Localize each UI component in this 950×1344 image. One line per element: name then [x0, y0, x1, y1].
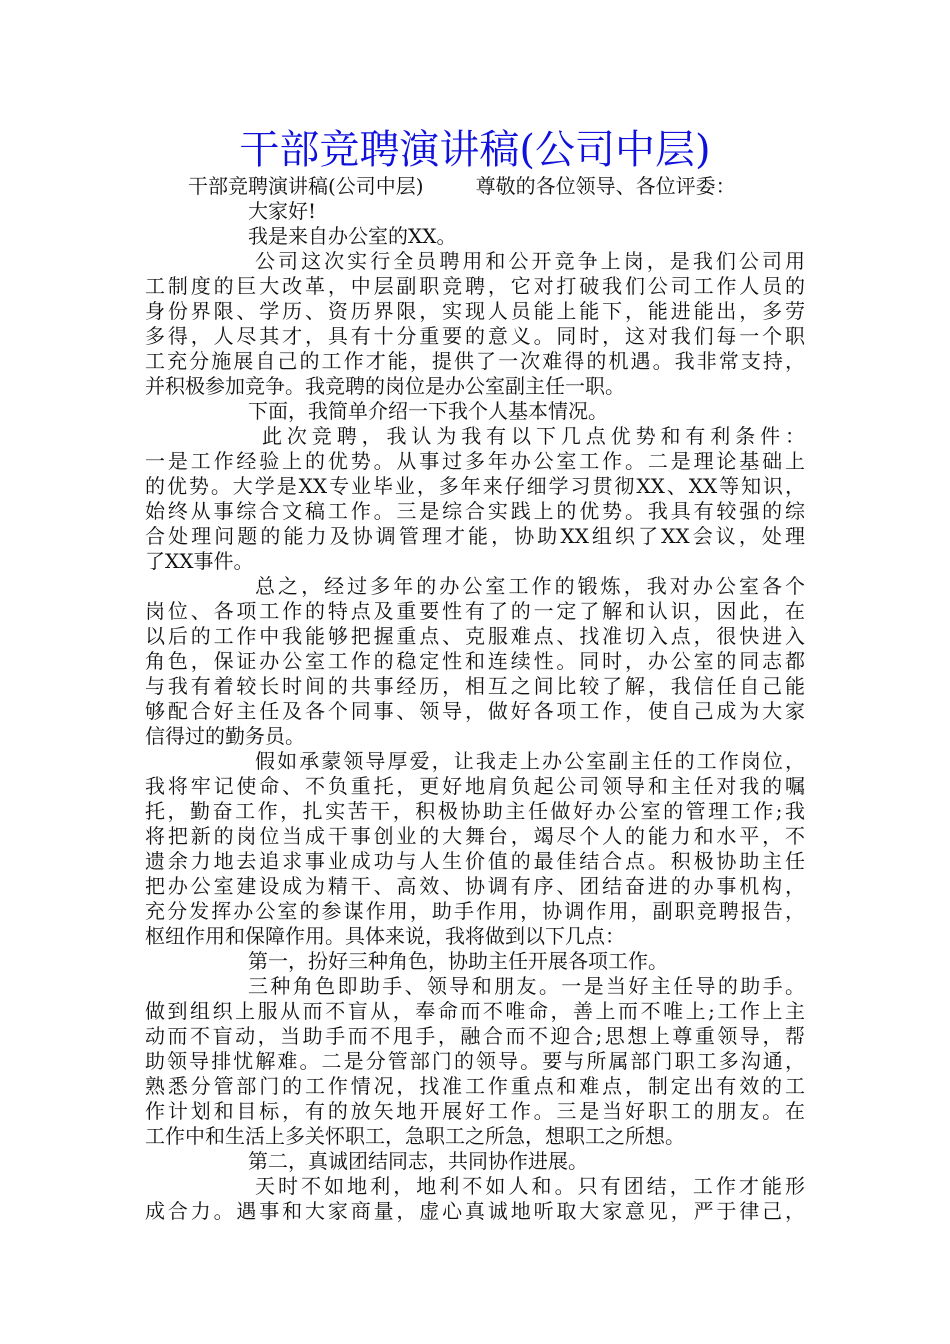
body-line: 天时不如地利，地利不如人和。只有团结，工作才能形	[255, 1174, 805, 1198]
body-line: 做到组织上服从而不盲从，奉命而不唯命，善上而不唯上;工作上主	[145, 999, 805, 1023]
body-line: 以后的工作中我能够把握重点、克服难点、找准切入点，很快进入	[145, 624, 805, 648]
body-line: 第一，扮好三种角色，协助主任开展各项工作。	[248, 949, 668, 973]
body-line: 三种角色即助手、领导和朋友。一是当好主任导的助手。	[248, 974, 805, 998]
body-line: 动而不盲动，当助手而不甩手，融合而不迎合;思想上尊重领导，帮	[145, 1024, 805, 1048]
body-line: 下面，我简单介绍一下我个人基本情况。	[248, 399, 608, 423]
body-line: 角色，保证办公室工作的稳定性和连续性。同时，办公室的同志都	[145, 649, 805, 673]
body-line: 工制度的巨大改革，中层副职竞聘，它对打破我们公司工作人员的	[145, 274, 805, 298]
subtitle-left: 干部竞聘演讲稿(公司中层)	[188, 174, 424, 198]
body-line: 大家好!	[248, 199, 317, 223]
body-line: 托，勤奋工作，扎实苦干，积极协助主任做好办公室的管理工作;我	[145, 799, 805, 823]
body-line: 身份界限、学历、资历界限，实现人员能上能下，能进能出，多劳	[145, 299, 805, 323]
body-line: 岗位、各项工作的特点及重要性有了的一定了解和认识，因此，在	[145, 599, 805, 623]
body-line: 工充分施展自己的工作才能，提供了一次难得的机遇。我非常支持，	[145, 349, 805, 373]
document-title: 干部竞聘演讲稿(公司中层)	[239, 127, 711, 173]
body-line: 了XX事件。	[145, 549, 254, 573]
body-line: 总之，经过多年的办公室工作的锻炼，我对办公室各个	[255, 574, 805, 598]
body-line: 第二，真诚团结同志，共同协作进展。	[248, 1149, 588, 1173]
body-line: 助领导排忧解难。二是分管部门的领导。要与所属部门职工多沟通，	[145, 1049, 805, 1073]
body-line: 的优势。大学是XX专业毕业，多年来仔细学习贯彻XX、XX等知识，	[145, 474, 805, 498]
body-line: 遗余力地去追求事业成功与人生价值的最佳结合点。积极协助主任	[145, 849, 805, 873]
body-line: 始终从事综合文稿工作。三是综合实践上的优势。我具有较强的综	[145, 499, 805, 523]
body-line: 合处理问题的能力及协调管理才能，协助XX组织了XX会议，处理	[145, 524, 805, 548]
body-line: 假如承蒙领导厚爱，让我走上办公室副主任的工作岗位，	[255, 749, 805, 773]
body-line: 一是工作经验上的优势。从事过多年办公室工作。二是理论基础上	[145, 449, 805, 473]
body-line: 枢纽作用和保障作用。具体来说，我将做到以下几点：	[145, 924, 625, 948]
body-line: 够配合好主任及各个同事、领导，做好各项工作，使自己成为大家	[145, 699, 805, 723]
body-line: 将把新的岗位当成干事创业的大舞台，竭尽个人的能力和水平，不	[145, 824, 805, 848]
body-line: 我是来自办公室的XX。	[248, 224, 457, 248]
body-line: 成合力。遇事和大家商量，虚心真诚地听取大家意见，严于律己，	[145, 1199, 805, 1223]
document-subtitle	[188, 174, 808, 199]
subtitle-right: 尊敬的各位领导、各位评委：	[475, 174, 736, 198]
body-line: 工作中和生活上多关怀职工，急职工之所急，想职工之所想。	[145, 1124, 685, 1148]
body-line: 充分发挥办公室的参谋作用，助手作用，协调作用，副职竞聘报告，	[145, 899, 805, 923]
body-line: 并积极参加竞争。我竞聘的岗位是办公室副主任一职。	[145, 374, 625, 398]
body-line: 把办公室建设成为精干、高效、协调有序、团结奋进的办事机构，	[145, 874, 805, 898]
body-line: 公司这次实行全员聘用和公开竞争上岗，是我们公司用	[255, 249, 805, 273]
body-line: 熟悉分管部门的工作情况，找准工作重点和难点，制定出有效的工	[145, 1074, 805, 1098]
body-line: 此次竞聘，我认为我有以下几点优势和有利条件：	[262, 424, 805, 448]
body-line: 与我有着较长时间的共事经历，相互之间比较了解，我信任自己能	[145, 674, 805, 698]
body-line: 作计划和目标，有的放矢地开展好工作。三是当好职工的朋友。在	[145, 1099, 805, 1123]
body-line: 信得过的勤务员。	[145, 724, 305, 748]
body-line: 多得，人尽其才，具有十分重要的意义。同时，这对我们每一个职	[145, 324, 805, 348]
body-line: 我将牢记使命、不负重托，更好地肩负起公司领导和主任对我的嘱	[145, 774, 805, 798]
